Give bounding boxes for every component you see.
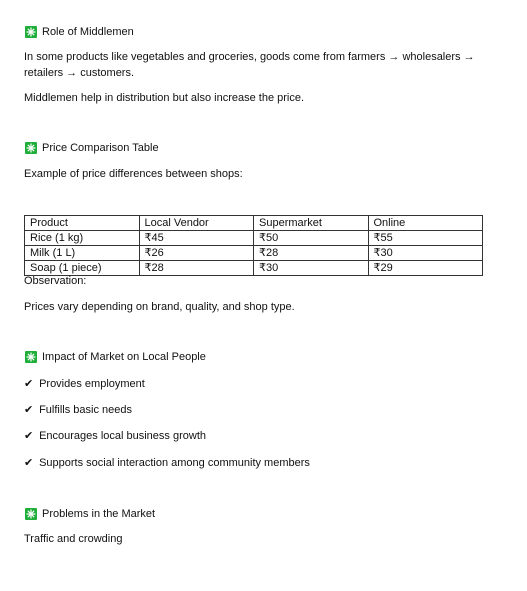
list-item [24,402,504,418]
checkmark-icon: ✔ [24,457,34,469]
sparkle-icon [25,142,37,154]
checkmark-icon: ✔ [24,430,34,442]
table-row [25,231,483,246]
column-header: Online [368,216,483,231]
table-cell: ₹30 [368,246,483,261]
table-cell: ₹28 [139,261,254,276]
table-row [25,246,483,261]
column-header: Product [25,216,140,231]
text-line: retailers → customers. [24,67,135,79]
table-cell: Milk (1 L) [25,246,140,261]
table-cell: ₹30 [254,261,369,276]
table-cell: ₹29 [368,261,483,276]
text-line: In some products like vegetables and groceries, goods come from farmers → wholesalers → [24,51,475,63]
section-title: Role of Middlemen [42,26,134,38]
section-title: Price Comparison Table [42,142,159,154]
observation-text: Prices vary depending on brand, quality, and shop type. [24,301,295,313]
checkmark-icon: ✔ [24,404,34,416]
section-heading-comparison [25,141,159,155]
section-heading-impact [25,350,206,364]
section-heading-middlemen [25,25,134,39]
table-cell: ₹28 [254,246,369,261]
list-item [24,376,504,392]
list-item [24,428,504,444]
comparison-intro: Example of price differences between shops: [24,168,243,180]
paragraph-middlemen-price: Middlemen help in distribution but also increase the price. [24,92,305,104]
column-header: Supermarket [254,216,369,231]
section-title: Impact of Market on Local People [42,351,206,363]
problem-item: Traffic and crowding [24,533,123,545]
list-item-label: Fulfills basic needs [39,404,132,416]
list-item-label: Provides employment [39,378,145,390]
list-item-label: Encourages local business growth [39,430,206,442]
sparkle-icon [25,508,37,520]
list-item-label: Supports social interaction among community members [39,457,310,469]
column-header: Local Vendor [139,216,254,231]
table-cell: Soap (1 piece) [25,261,140,276]
list-item [24,455,504,471]
table-cell: ₹45 [139,231,254,246]
observation-label: Observation: [24,275,87,287]
sparkle-icon [25,26,37,38]
table-cell: Rice (1 kg) [25,231,140,246]
paragraph-supply-chain [24,49,504,81]
checkmark-icon: ✔ [24,378,34,390]
section-title: Problems in the Market [42,508,156,520]
table-cell: ₹55 [368,231,483,246]
table-cell: ₹26 [139,246,254,261]
sparkle-icon [25,351,37,363]
section-heading-problems [25,507,155,521]
table-cell: ₹50 [254,231,369,246]
price-comparison-table [24,215,483,276]
table-header-row [25,216,483,231]
